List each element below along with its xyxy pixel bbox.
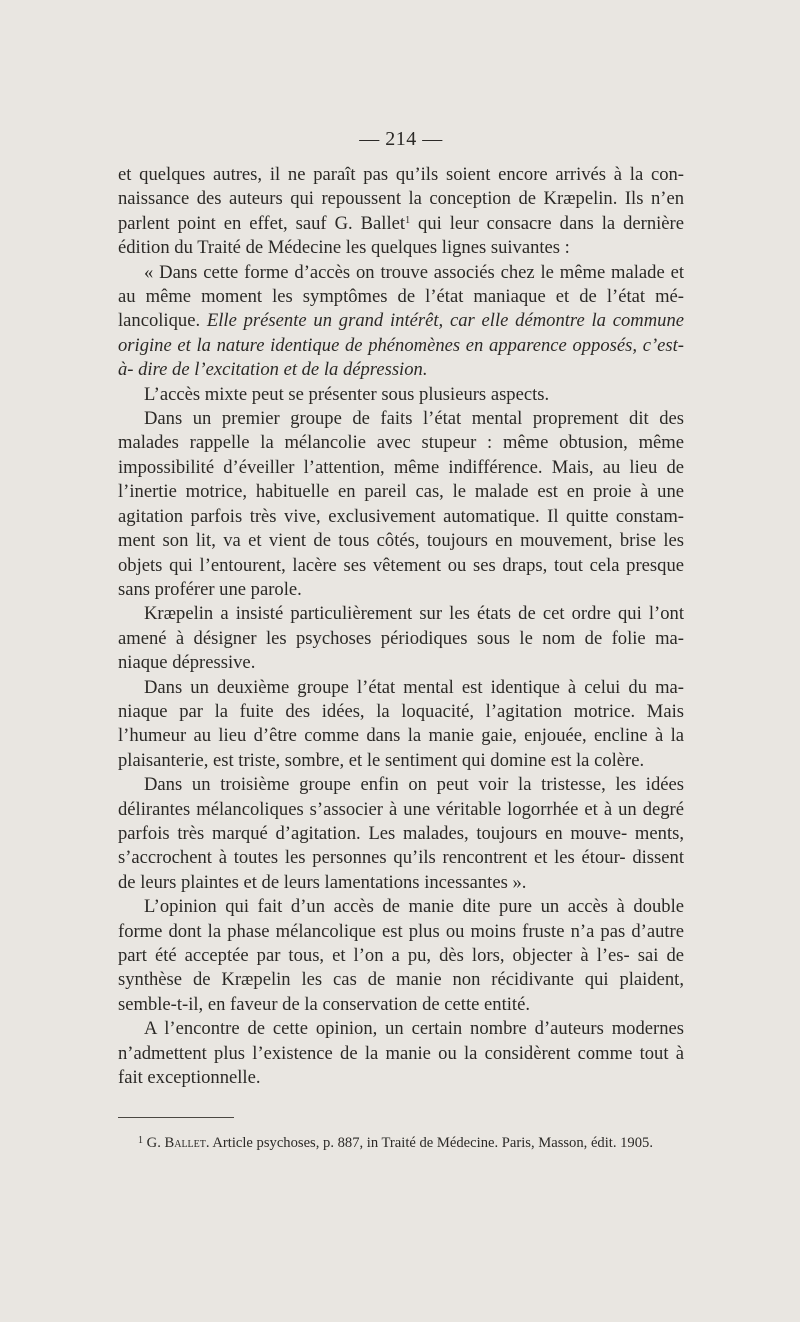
footnote-text: Article psychoses, p. 887, in Traité de Médecine. Paris, Masson, édit. 1905. bbox=[209, 1135, 653, 1152]
paragraph-7: Dans un troisième groupe enfin on peut voir la tristesse, les idées délirantes mélancoliques s’associer à une véritable logorrhée et à un degré parfois très marqué d’agitation. Les malades, toujours en mouve- ments, s’accrochent à toutes les personnes qu’ils rencontrent et les étour- dissent de leurs plaintes et de leurs lamentations incessantes ». bbox=[118, 774, 684, 893]
paragraph-2-quote bbox=[118, 261, 684, 383]
main-text bbox=[118, 163, 684, 1090]
paragraph-6: Dans un deuxième groupe l’état mental est identique à celui du ma- niaque par la fuite des idées, la loquacité, l’agitation motrice. Mais l’humeur au lieu d’être comme dans la manie gaie, enjouée, encline à la plaisanterie, est triste, sombre, et le sentiment qui domine est la colère. bbox=[118, 676, 684, 771]
paragraph-1-text-end: qui leur consacre dans la dernière édition du Traité de Médecine les quelques lignes suivantes : bbox=[118, 212, 684, 259]
paragraph-1-text: et quelques autres, il ne paraît pas qu’ils soient encore arrivés à la con- naissance des auteurs qui repoussent la conception de Kræpelin. Ils n’en parlent point en effet, sauf G. Ballet bbox=[118, 164, 684, 234]
paragraph-1 bbox=[118, 163, 684, 261]
page-content bbox=[118, 128, 684, 1152]
quote-text: « Dans cette forme d’accès on trouve associés chez le même malade et au même moment les symptômes de l’état maniaque et de l’état mé- lancolique. bbox=[118, 261, 684, 332]
paragraph-8: L’opinion qui fait d’un accès de manie dite pure un accès à double forme dont la phase mélancolique est plus ou moins fruste n’a pas d’autre part été acceptée par tous, et l’on a pu, dès lors, objecter à l’es- sai de synthèse de Kræpelin les cas de manie non récidivante qui plaident, semble-t-il, en faveur de la conservation de cette entité. bbox=[118, 896, 684, 1015]
quote-italic-text: Elle présente un grand intérêt, car elle démontre la commune origine et la nature identique de phénomènes en apparence opposés, c’est-à- dire de l’excitation et de la dépression. bbox=[118, 310, 684, 381]
footnote bbox=[118, 1132, 684, 1152]
page-number: — 214 — bbox=[359, 128, 443, 150]
paragraph-4: Dans un premier groupe de faits l’état mental proprement dit des malades rappelle la mélancolie avec stupeur : même obtusion, même impossibilité d’éveiller l’attention, même indifférence. Mais, au lieu de l’inertie motrice, habituelle en pareil cas, le malade est en proie à une agitation parfois très vive, exclusivement automatique. Il quitte constam- ment son lit, va et vient de tous côtés, toujours en mouvement, brise les objets qui l’entourent, lacère ses vêtement ou ses draps, tout cela presque sans proférer une parole. bbox=[118, 408, 684, 600]
footnote-mark: 1 bbox=[138, 1135, 143, 1147]
footnote-reference[interactable]: 1 bbox=[405, 214, 411, 226]
footnote-author: G. Ballet. bbox=[146, 1135, 210, 1152]
footnote-divider bbox=[118, 1117, 234, 1118]
paragraph-9: A l’encontre de cette opinion, un certain nombre d’auteurs modernes n’admettent plus l’existence de la manie ou la considèrent comme tout à fait exceptionnelle. bbox=[118, 1018, 684, 1089]
paragraph-3: L’accès mixte peut se présenter sous plusieurs aspects. bbox=[144, 383, 550, 405]
paragraph-5: Kræpelin a insisté particulièrement sur les états de cet ordre qui l’ont amené à désigner les psychoses périodiques sous le nom de folie ma- niaque dépressive. bbox=[118, 603, 684, 674]
